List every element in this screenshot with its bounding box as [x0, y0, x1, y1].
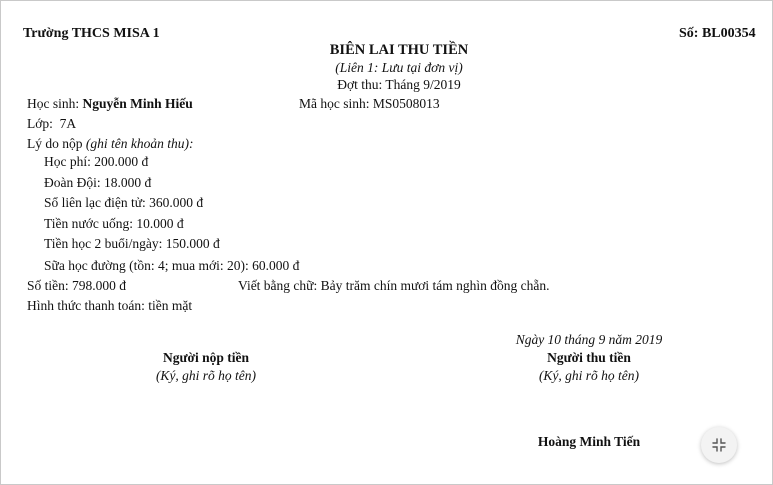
fee-item: Tiền học 2 buổi/ngày: 150.000 đ: [44, 236, 220, 251]
reason-label: Lý do nộp: [27, 136, 83, 151]
payer-signature-note: (Ký, ghi rõ họ tên): [155, 368, 257, 383]
payment-method: Hình thức thanh toán: tiền mặt: [27, 298, 193, 313]
class-label: Lớp:: [27, 116, 53, 131]
student-name-label: Học sinh:: [27, 96, 80, 111]
reason-hint: (ghi tên khoản thu):: [85, 136, 194, 151]
receipt-title: BIÊN LAI THU TIỀN: [329, 42, 469, 58]
signing-date: Ngày 10 tháng 9 năm 2019: [515, 332, 663, 347]
student-id-label: Mã học sinh:: [299, 96, 370, 111]
total-amount: Số tiền: 798.000 đ: [27, 278, 127, 293]
school-name: Trường THCS MISA 1: [23, 26, 160, 41]
payer-title: Người nộp tiền: [162, 350, 250, 365]
student-name: Nguyễn Minh Hiếu: [82, 96, 193, 111]
student-name-row: [27, 96, 193, 112]
fee-item: Sữa học đường (tồn: 4; mua mới: 20): 60.000 đ: [44, 258, 300, 273]
amount-in-words: Viết bằng chữ: Bảy trăm chín mươi tám nghìn đồng chẵn.: [238, 278, 550, 293]
collector-title: Người thu tiền: [547, 350, 631, 365]
collapse-arrows-icon: [712, 438, 726, 452]
exit-fullscreen-button[interactable]: [701, 427, 737, 463]
student-id: MS0508013: [372, 96, 440, 111]
student-id-row: [299, 96, 440, 112]
fee-item: Sổ liên lạc điện tử: 360.000 đ: [44, 195, 204, 210]
fee-item: Đoàn Đội: 18.000 đ: [44, 175, 152, 190]
class-row: [27, 116, 76, 132]
receipt-number: Số: BL00354: [679, 26, 756, 41]
reason-heading: [27, 136, 193, 152]
collector-name: Hoàng Minh Tiến: [537, 434, 641, 449]
fee-item: Tiền nước uống: 10.000 đ: [44, 216, 184, 231]
collection-period: Đợt thu: Tháng 9/2019: [337, 77, 461, 92]
copy-note: (Liên 1: Lưu tại đơn vị): [335, 60, 463, 75]
collector-signature-note: (Ký, ghi rõ họ tên): [538, 368, 640, 383]
class-value: 7A: [59, 116, 77, 131]
fee-item: Học phí: 200.000 đ: [44, 154, 149, 169]
